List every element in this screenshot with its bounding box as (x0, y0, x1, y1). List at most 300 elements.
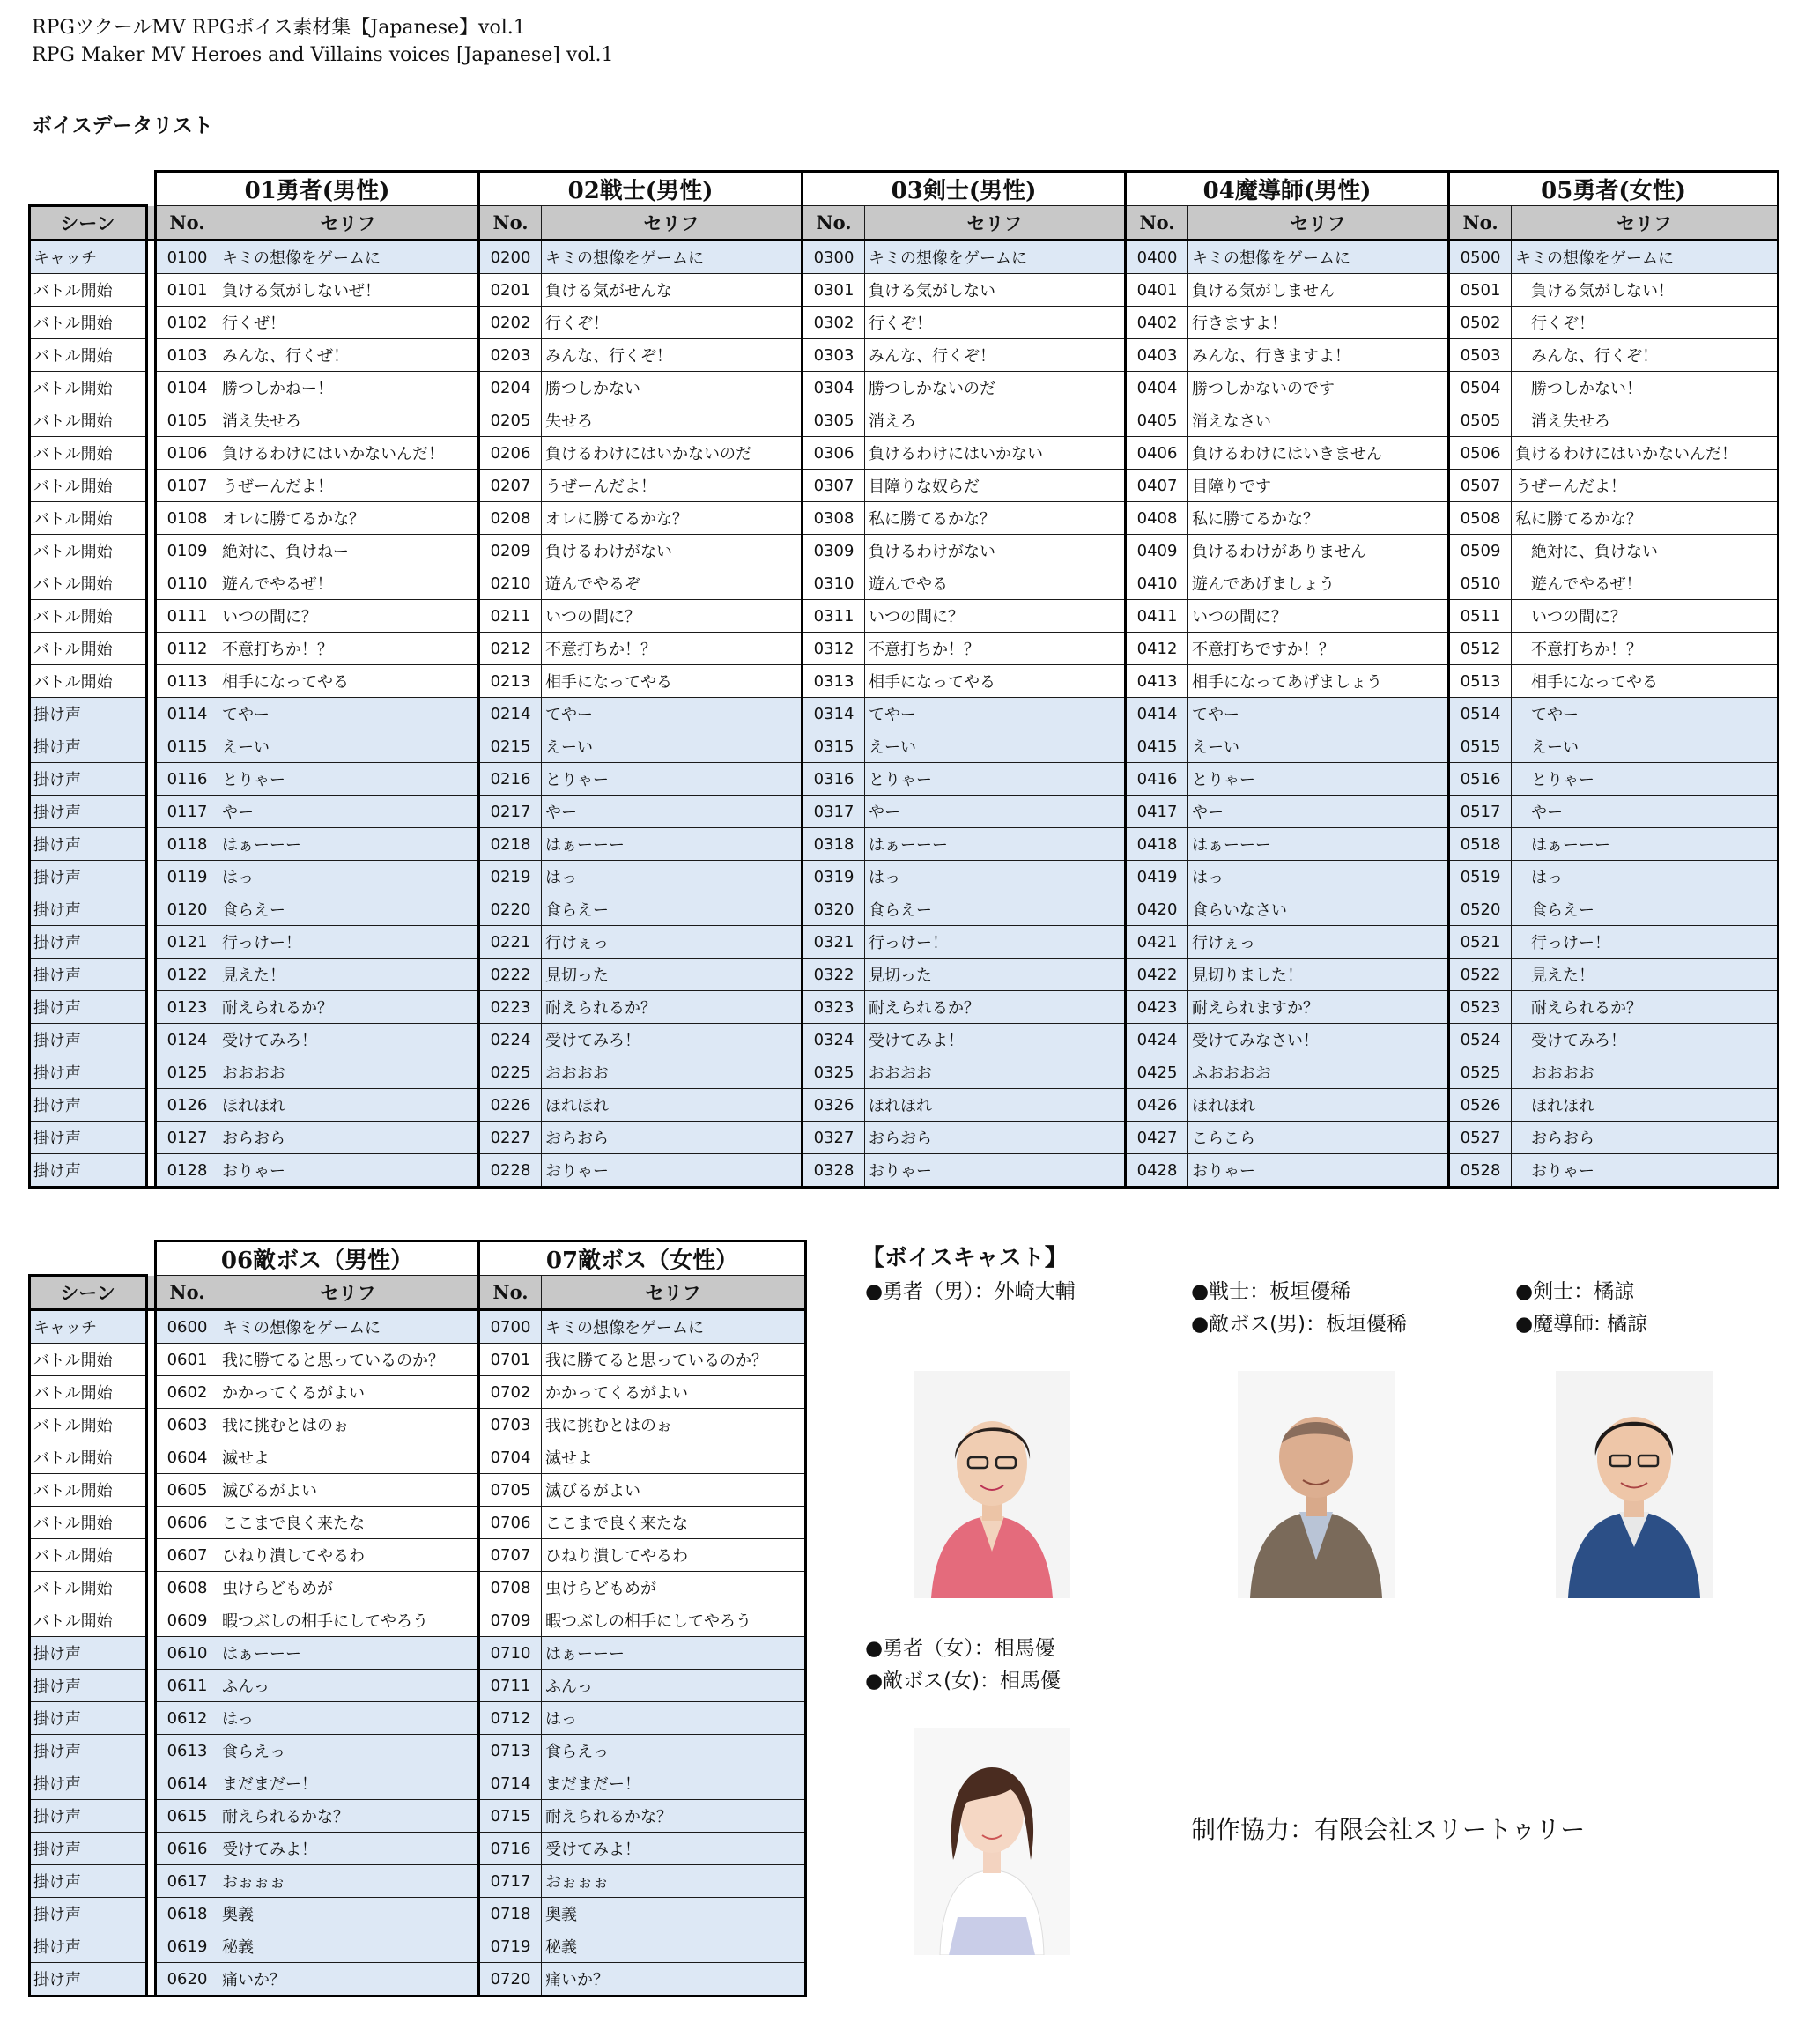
line-number: 0215 (479, 730, 542, 763)
scene-cell: 掛け声 (30, 1800, 147, 1833)
line-text: はぁーーー (218, 828, 479, 861)
line-number: 0103 (156, 339, 218, 372)
line-number: 0102 (156, 307, 218, 339)
line-text: 私に勝てるかな？ (1188, 502, 1449, 535)
line-number: 0402 (1126, 307, 1188, 339)
line-text: ふんっ (542, 1670, 806, 1702)
line-text: はっ (218, 861, 479, 893)
line-number: 0110 (156, 567, 218, 600)
scene-cell: 掛け声 (30, 926, 147, 959)
line-number: 0518 (1449, 828, 1512, 861)
line-text: はぁーーー (218, 1637, 479, 1670)
scene-cell: 掛け声 (30, 1122, 147, 1154)
scene-cell: 掛け声 (30, 828, 147, 861)
line-number: 0300 (803, 241, 865, 274)
line-text: えーい (865, 730, 1126, 763)
scene-cell: バトル開始 (30, 339, 147, 372)
scene-cell: 掛け声 (30, 1898, 147, 1930)
line-number: 0501 (1449, 274, 1512, 307)
line-number: 0606 (156, 1507, 218, 1539)
scene-cell: バトル開始 (30, 307, 147, 339)
line-text: 消えろ (865, 404, 1126, 437)
line-number: 0408 (1126, 502, 1188, 535)
line-text: みんな、行くぜ！ (218, 339, 479, 372)
line-text: おおおお (1512, 1056, 1779, 1089)
line-number: 0106 (156, 437, 218, 470)
photo-actor-2 (1238, 1371, 1395, 1598)
line-text: 相手になってやる (865, 665, 1126, 698)
scene-cell: バトル開始 (30, 1539, 147, 1572)
line-text: 負けるわけにはいきません (1188, 437, 1449, 470)
line-number: 0210 (479, 567, 542, 600)
line-number: 0100 (156, 241, 218, 274)
line-text: 食らえー (218, 893, 479, 926)
line-number: 0720 (479, 1963, 542, 1996)
scene-cell: バトル開始 (30, 1507, 147, 1539)
line-text: てやー (1512, 698, 1779, 730)
group-title: 05勇者(女性) (1449, 172, 1779, 206)
line-number: 0205 (479, 404, 542, 437)
line-text: 相手になってやる (542, 665, 803, 698)
line-number: 0201 (479, 274, 542, 307)
line-text: 絶対に、負けねー (218, 535, 479, 567)
scene-cell: バトル開始 (30, 470, 147, 502)
line-text: 勝つしかねー！ (218, 372, 479, 404)
line-text: 負けるわけがない (865, 535, 1126, 567)
line-text: 滅せよ (218, 1441, 479, 1474)
no-header: No. (803, 206, 865, 241)
line-text: 負けるわけにはいかないんだ！ (218, 437, 479, 470)
line-number: 0511 (1449, 600, 1512, 633)
line-text: やー (218, 796, 479, 828)
line-number: 0316 (803, 763, 865, 796)
line-number: 0218 (479, 828, 542, 861)
line-text: 負ける気がせんな (542, 274, 803, 307)
line-text: 負けるわけにはいかないのだ (542, 437, 803, 470)
line-number: 0527 (1449, 1122, 1512, 1154)
line-number: 0211 (479, 600, 542, 633)
line-number: 0302 (803, 307, 865, 339)
line-text: ふんっ (218, 1670, 479, 1702)
line-number: 0421 (1126, 926, 1188, 959)
line-number: 0224 (479, 1024, 542, 1056)
voice-table-1 (28, 170, 1779, 1189)
line-text: ひねり潰してやるわ (218, 1539, 479, 1572)
voice-table-2 (28, 1240, 807, 1997)
line-number: 0204 (479, 372, 542, 404)
scene-cell: 掛け声 (30, 698, 147, 730)
line-text: 負けるわけがない (542, 535, 803, 567)
scene-cell: バトル開始 (30, 274, 147, 307)
line-number: 0206 (479, 437, 542, 470)
line-text: みんな、行くぞ！ (865, 339, 1126, 372)
line-number: 0113 (156, 665, 218, 698)
line-number: 0111 (156, 600, 218, 633)
line-number: 0203 (479, 339, 542, 372)
line-number: 0322 (803, 959, 865, 991)
line-number: 0225 (479, 1056, 542, 1089)
line-text: やー (865, 796, 1126, 828)
scene-header: シーン (30, 1276, 147, 1310)
line-number: 0115 (156, 730, 218, 763)
production-credit: 制作協力：有限会社スリートゥリー (1191, 1815, 1586, 1844)
line-number: 0620 (156, 1963, 218, 1996)
line-text: まだまだー！ (218, 1767, 479, 1800)
line-text: 食らえー (865, 893, 1126, 926)
line-text: ほれほれ (1188, 1089, 1449, 1122)
line-number: 0216 (479, 763, 542, 796)
line-text: 行きますよ！ (1188, 307, 1449, 339)
line-text: 消え失せろ (218, 404, 479, 437)
line-text: 虫けらどもめが (218, 1572, 479, 1604)
line-text: 消え失せろ (1512, 404, 1779, 437)
line-text: とりゃー (542, 763, 803, 796)
line-number: 0609 (156, 1604, 218, 1637)
scene-cell: 掛け声 (30, 763, 147, 796)
line-text: うぜーんだよ！ (542, 470, 803, 502)
no-header: No. (479, 206, 542, 241)
scene-cell: 掛け声 (30, 1024, 147, 1056)
line-number: 0326 (803, 1089, 865, 1122)
line-text: えーい (1188, 730, 1449, 763)
line-text: 受けてみろ！ (1512, 1024, 1779, 1056)
line-number: 0117 (156, 796, 218, 828)
line-number: 0411 (1126, 600, 1188, 633)
line-number: 0418 (1126, 828, 1188, 861)
line-number: 0404 (1126, 372, 1188, 404)
line-number: 0207 (479, 470, 542, 502)
line-number: 0612 (156, 1702, 218, 1735)
scene-cell: 掛け声 (30, 1865, 147, 1898)
line-text: 食らえっ (542, 1735, 806, 1767)
line-text: ほれほれ (218, 1089, 479, 1122)
scene-cell: バトル開始 (30, 1344, 147, 1376)
line-number: 0414 (1126, 698, 1188, 730)
line-text: 受けてみろ！ (218, 1024, 479, 1056)
line-number: 0503 (1449, 339, 1512, 372)
line-number: 0314 (803, 698, 865, 730)
line-text: 我に挑むとはのぉ (218, 1409, 479, 1441)
line-number: 0521 (1449, 926, 1512, 959)
line-text: 耐えられますか？ (1188, 991, 1449, 1024)
scene-cell: 掛け声 (30, 893, 147, 926)
line-number: 0707 (479, 1539, 542, 1572)
line-text: 勝つしかないのです (1188, 372, 1449, 404)
group-title: 04魔導師(男性) (1126, 172, 1449, 206)
line-number: 0325 (803, 1056, 865, 1089)
line-text: 行けぇっ (542, 926, 803, 959)
serif-header: セリフ (1188, 206, 1449, 241)
line-text: 負ける気がしない (865, 274, 1126, 307)
title-english: RPG Maker MV Heroes and Villains voices [Japanese] vol.1 (32, 44, 614, 66)
line-number: 0715 (479, 1800, 542, 1833)
line-text: おおおお (865, 1056, 1126, 1089)
scene-cell: バトル開始 (30, 1604, 147, 1637)
line-text: はぁーーー (542, 828, 803, 861)
photo-actor-1 (914, 1371, 1070, 1598)
line-number: 0524 (1449, 1024, 1512, 1056)
serif-header: セリフ (218, 206, 479, 241)
line-number: 0304 (803, 372, 865, 404)
cast-hero-female: ●勇者（女）：相馬優 (865, 1637, 1055, 1660)
line-text: ほれほれ (542, 1089, 803, 1122)
line-text: みんな、行くぞ！ (1512, 339, 1779, 372)
line-number: 0222 (479, 959, 542, 991)
line-number: 0500 (1449, 241, 1512, 274)
line-text: 勝つしかない！ (1512, 372, 1779, 404)
line-number: 0605 (156, 1474, 218, 1507)
line-number: 0504 (1449, 372, 1512, 404)
line-text: とりゃー (865, 763, 1126, 796)
line-number: 0510 (1449, 567, 1512, 600)
title-japanese: RPGツクールMV RPGボイス素材集【Japanese】vol.1 (32, 17, 526, 39)
line-number: 0423 (1126, 991, 1188, 1024)
line-number: 0208 (479, 502, 542, 535)
line-number: 0406 (1126, 437, 1188, 470)
line-number: 0320 (803, 893, 865, 926)
scene-cell: バトル開始 (30, 1572, 147, 1604)
line-text: 耐えられるか？ (542, 991, 803, 1024)
line-number: 0108 (156, 502, 218, 535)
line-number: 0128 (156, 1154, 218, 1188)
line-number: 0307 (803, 470, 865, 502)
photo-actor-3 (1556, 1371, 1713, 1598)
line-number: 0702 (479, 1376, 542, 1409)
scene-cell: 掛け声 (30, 1089, 147, 1122)
line-text: 遊んでやる (865, 567, 1126, 600)
line-number: 0209 (479, 535, 542, 567)
scene-cell: バトル開始 (30, 502, 147, 535)
line-number: 0200 (479, 241, 542, 274)
line-number: 0713 (479, 1735, 542, 1767)
line-text: オレに勝てるかな？ (218, 502, 479, 535)
line-text: 負ける気がしないぜ！ (218, 274, 479, 307)
line-text: 滅びるがよい (542, 1474, 806, 1507)
line-number: 0114 (156, 698, 218, 730)
line-number: 0608 (156, 1572, 218, 1604)
cast-boss-female: ●敵ボス(女)：相馬優 (865, 1670, 1062, 1693)
line-text: 消えなさい (1188, 404, 1449, 437)
line-number: 0708 (479, 1572, 542, 1604)
line-number: 0426 (1126, 1089, 1188, 1122)
line-number: 0310 (803, 567, 865, 600)
line-text: とりゃー (1512, 763, 1779, 796)
line-number: 0315 (803, 730, 865, 763)
line-number: 0122 (156, 959, 218, 991)
line-text: 痛いか？ (218, 1963, 479, 1996)
line-number: 0522 (1449, 959, 1512, 991)
line-text: 食らえっ (218, 1735, 479, 1767)
line-text: 痛いか？ (542, 1963, 806, 1996)
line-text: 食らえー (1512, 893, 1779, 926)
line-text: 見えた！ (218, 959, 479, 991)
line-text: やー (1188, 796, 1449, 828)
line-text: 負ける気がしない！ (1512, 274, 1779, 307)
line-number: 0223 (479, 991, 542, 1024)
line-number: 0319 (803, 861, 865, 893)
line-number: 0709 (479, 1604, 542, 1637)
line-number: 0214 (479, 698, 542, 730)
scene-cell: キャッチ (30, 241, 147, 274)
line-text: ほれほれ (1512, 1089, 1779, 1122)
line-text: 負けるわけがありません (1188, 535, 1449, 567)
no-header: No. (156, 206, 218, 241)
line-number: 0427 (1126, 1122, 1188, 1154)
line-number: 0107 (156, 470, 218, 502)
line-number: 0525 (1449, 1056, 1512, 1089)
cast-mage: ●魔導師: 橘諒 (1515, 1313, 1648, 1336)
line-number: 0710 (479, 1637, 542, 1670)
line-text: 遊んでやるぜ！ (218, 567, 479, 600)
line-number: 0703 (479, 1409, 542, 1441)
line-text: はっ (218, 1702, 479, 1735)
line-text: キミの想像をゲームに (218, 1310, 479, 1344)
line-text: おらおら (865, 1122, 1126, 1154)
line-number: 0125 (156, 1056, 218, 1089)
scene-cell: 掛け声 (30, 1767, 147, 1800)
scene-header: シーン (30, 206, 147, 241)
line-text: キミの想像をゲームに (1188, 241, 1449, 274)
scene-cell: バトル開始 (30, 1409, 147, 1441)
line-text: うぜーんだよ！ (1512, 470, 1779, 502)
line-number: 0312 (803, 633, 865, 665)
line-text: キミの想像をゲームに (865, 241, 1126, 274)
line-number: 0305 (803, 404, 865, 437)
line-number: 0509 (1449, 535, 1512, 567)
group-title: 02戦士(男性) (479, 172, 803, 206)
line-number: 0126 (156, 1089, 218, 1122)
line-number: 0712 (479, 1702, 542, 1735)
line-number: 0124 (156, 1024, 218, 1056)
line-number: 0415 (1126, 730, 1188, 763)
line-number: 0706 (479, 1507, 542, 1539)
line-number: 0700 (479, 1310, 542, 1344)
scene-cell: バトル開始 (30, 1376, 147, 1409)
line-number: 0226 (479, 1089, 542, 1122)
line-text: 行っけー！ (1512, 926, 1779, 959)
line-text: 不意打ちか！？ (865, 633, 1126, 665)
line-text: かかってくるがよい (218, 1376, 479, 1409)
scene-cell: キャッチ (30, 1310, 147, 1344)
group-title: 03剣士(男性) (803, 172, 1126, 206)
line-number: 0112 (156, 633, 218, 665)
voice-list-heading: ボイスデータリスト (32, 114, 213, 137)
line-number: 0407 (1126, 470, 1188, 502)
line-text: 我に勝てると思っているのか？ (218, 1344, 479, 1376)
line-text: 私に勝てるかな？ (865, 502, 1126, 535)
line-number: 0311 (803, 600, 865, 633)
line-number: 0526 (1449, 1089, 1512, 1122)
line-text: 遊んであげましょう (1188, 567, 1449, 600)
line-text: おらおら (542, 1122, 803, 1154)
line-number: 0213 (479, 665, 542, 698)
line-number: 0413 (1126, 665, 1188, 698)
line-number: 0515 (1449, 730, 1512, 763)
line-text: はぁーーー (865, 828, 1126, 861)
line-number: 0505 (1449, 404, 1512, 437)
scene-cell: 掛け声 (30, 1963, 147, 1996)
line-text: はぁーーー (1188, 828, 1449, 861)
line-number: 0419 (1126, 861, 1188, 893)
line-number: 0220 (479, 893, 542, 926)
line-number: 0701 (479, 1344, 542, 1376)
line-text: 受けてみよ！ (542, 1833, 806, 1865)
line-number: 0328 (803, 1154, 865, 1188)
line-text: 行くぜ！ (218, 307, 479, 339)
line-number: 0118 (156, 828, 218, 861)
line-text: おおおお (218, 1056, 479, 1089)
line-text: 我に挑むとはのぉ (542, 1409, 806, 1441)
line-text: えーい (218, 730, 479, 763)
no-header: No. (1449, 206, 1512, 241)
line-text: 耐えられるかな？ (218, 1800, 479, 1833)
line-text: 不意打ちか！？ (542, 633, 803, 665)
line-text: 失せろ (542, 404, 803, 437)
line-number: 0615 (156, 1800, 218, 1833)
line-text: えーい (1512, 730, 1779, 763)
line-text: かかってくるがよい (542, 1376, 806, 1409)
line-number: 0127 (156, 1122, 218, 1154)
line-number: 0507 (1449, 470, 1512, 502)
line-number: 0324 (803, 1024, 865, 1056)
line-number: 0116 (156, 763, 218, 796)
line-text: 耐えられるか？ (218, 991, 479, 1024)
line-number: 0601 (156, 1344, 218, 1376)
line-text: 滅せよ (542, 1441, 806, 1474)
line-text: 負ける気がしません (1188, 274, 1449, 307)
line-number: 0212 (479, 633, 542, 665)
line-text: 受けてみよ！ (218, 1833, 479, 1865)
line-number: 0420 (1126, 893, 1188, 926)
scene-cell: 掛け声 (30, 959, 147, 991)
line-text: みんな、行きますよ！ (1188, 339, 1449, 372)
line-text: いつの間に？ (218, 600, 479, 633)
line-number: 0109 (156, 535, 218, 567)
line-number: 0603 (156, 1409, 218, 1441)
line-number: 0613 (156, 1735, 218, 1767)
line-text: てやー (865, 698, 1126, 730)
line-text: 不意打ちか！？ (1512, 633, 1779, 665)
line-text: 遊んでやるぜ！ (1512, 567, 1779, 600)
line-text: 受けてみろ！ (542, 1024, 803, 1056)
line-number: 0714 (479, 1767, 542, 1800)
line-text: ひねり潰してやるわ (542, 1539, 806, 1572)
line-number: 0412 (1126, 633, 1188, 665)
line-text: こらこら (1188, 1122, 1449, 1154)
line-text: ここまで良く来たな (218, 1507, 479, 1539)
line-text: 暇つぶしの相手にしてやろう (218, 1604, 479, 1637)
line-number: 0217 (479, 796, 542, 828)
line-number: 0409 (1126, 535, 1188, 567)
line-number: 0512 (1449, 633, 1512, 665)
line-text: おりゃー (218, 1154, 479, 1188)
line-number: 0502 (1449, 307, 1512, 339)
line-number: 0104 (156, 372, 218, 404)
line-number: 0528 (1449, 1154, 1512, 1188)
line-number: 0323 (803, 991, 865, 1024)
group-title: 01勇者(男性) (156, 172, 479, 206)
line-number: 0101 (156, 274, 218, 307)
line-number: 0520 (1449, 893, 1512, 926)
line-text: おおおお (542, 1056, 803, 1089)
line-text: 行っけー！ (218, 926, 479, 959)
scene-cell: バトル開始 (30, 437, 147, 470)
line-number: 0317 (803, 796, 865, 828)
line-number: 0318 (803, 828, 865, 861)
line-number: 0617 (156, 1865, 218, 1898)
line-text: いつの間に？ (542, 600, 803, 633)
scene-cell: 掛け声 (30, 1833, 147, 1865)
